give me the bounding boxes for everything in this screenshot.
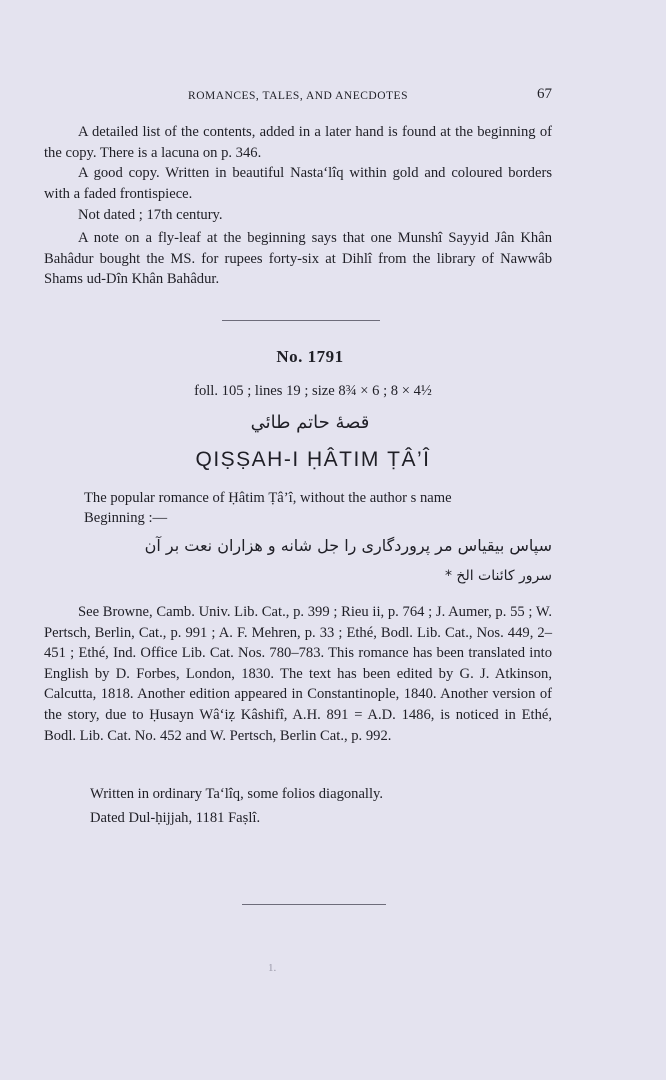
page-header: [44, 86, 552, 108]
transliterated-title: QIṢṢAH-I ḤÂTIM ṬÂ’Î: [195, 448, 431, 471]
incipit-line-2: سرور کائنات الخ *: [444, 568, 552, 584]
page-number: 67: [537, 86, 552, 102]
persian-title: قصهٔ حاتم طائي: [250, 412, 370, 433]
references-paragraph: See Browne, Camb. Univ. Lib. Cat., p. 399 ; Rieu ii, p. 764 ; J. Aumer, p. 55 ; W. Pertsch, Berlin, Cat., p. 991 ; A. F. Mehren, p. 33 ; Ethé, Bodl. Lib. Cat., Nos. 449, 2–451 ; Ethé, Ind. Office Lib. Cat. Nos. 780–783. This romance has been translated into English by D. Forbes, London, 1830. The text has been edited by G. J. Atkinson, Calcutta, 1818. Another edition appeared in Constantinople, 1840. Another version of the story, due to Ḥusayn Wâ‘iẓ Kâshifî, A.H. 891 = A.D. 1486, is noticed in Ethé, Bodl. Lib. Cat. No. 452 and W. Pertsch, Berlin Cat., p. 992.: [44, 604, 552, 744]
manuscript-specs: foll. 105 ; lines 19 ; size 8¾ × 6 ; 8 × 4½: [194, 383, 432, 399]
entry-number: No. 1791: [276, 347, 344, 366]
section-divider: [222, 320, 380, 321]
end-divider: [242, 904, 386, 905]
paragraph-contents-note: A detailed list of the contents, added in a later hand is found at the beginning of the copy. There is a lacuna on p. 346.: [44, 124, 552, 161]
entry-description: [84, 488, 554, 528]
paragraph-fly-leaf-note: A note on a fly-leaf at the beginning says that one Munshî Sayyid Jân Khân Bahâdur bought the MS. for rupees forty-six at Dihlî from the library of Nawwâb Shams ud-Dîn Khân Bahâdur.: [44, 230, 552, 288]
beginning-label: Beginning :—: [84, 510, 168, 526]
description-line: The popular romance of Ḥâtim Ṭâ’î, without the author s name: [84, 490, 452, 506]
incipit-line-1: سپاس بیقیاس مر پروردگاری را جل شانه و هزاران نعت بر آن: [144, 536, 552, 555]
script-note: Written in ordinary Ta‘lîq, some folios diagonally.: [90, 786, 384, 802]
footer-mark: 1.: [268, 962, 277, 974]
paragraph-copy-description: A good copy. Written in beautiful Nasta‘lîq within gold and coloured borders with a faded frontispiece.: [44, 165, 552, 202]
running-head: ROMANCES, TALES, AND ANECDOTES: [188, 90, 408, 102]
paragraph-date: Not dated ; 17th century.: [78, 207, 223, 223]
date-note: Dated Dul-ḥijjah, 1181 Faṣlî.: [90, 810, 261, 826]
